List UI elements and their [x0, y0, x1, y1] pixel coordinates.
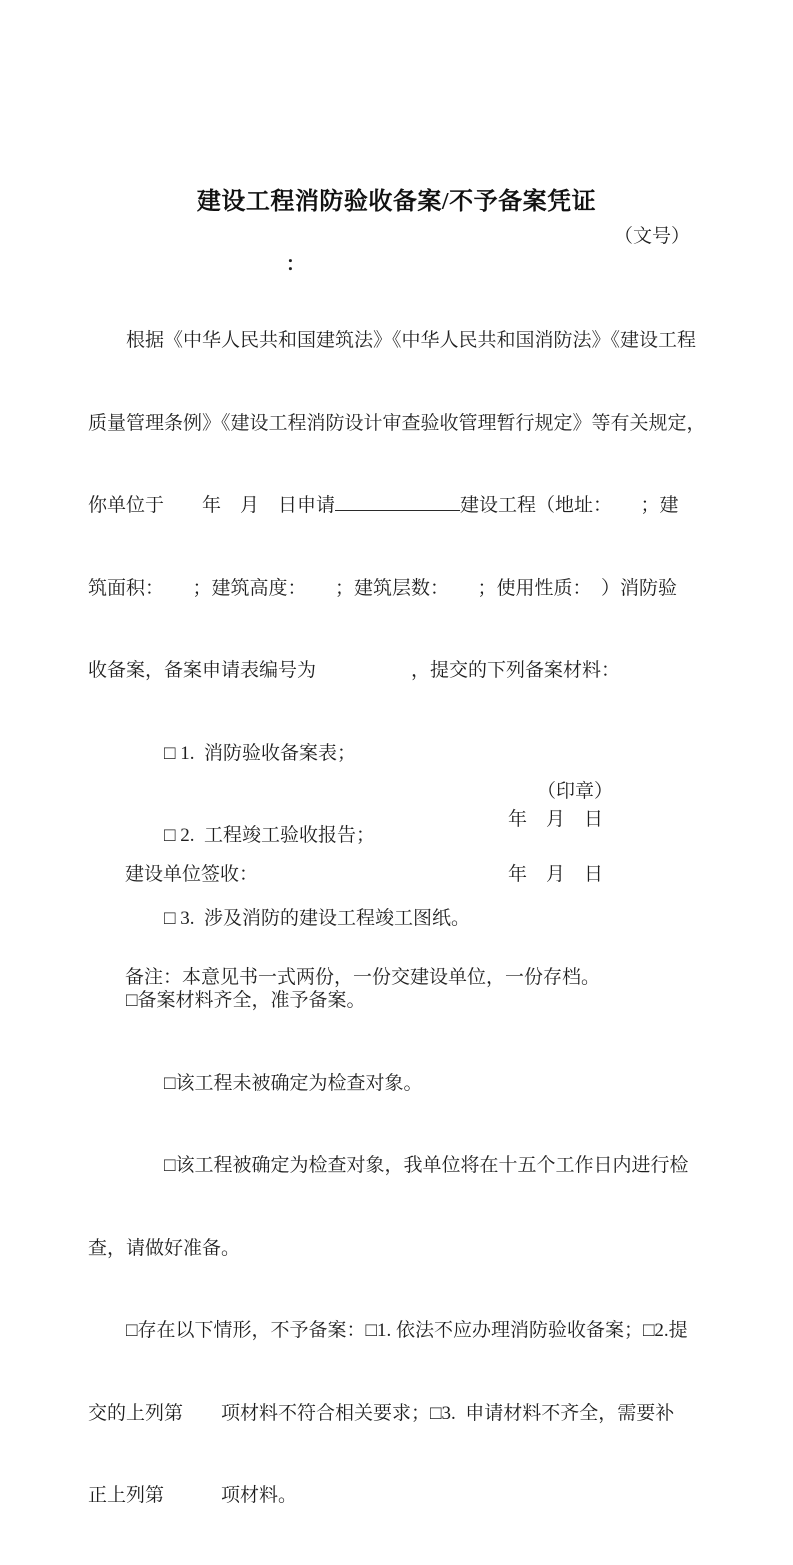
document-title: 建设工程消防验收备案/不予备案凭证 [196, 189, 597, 215]
body-line-3 [88, 492, 728, 520]
body-line-9-checkbox-approved: □备案材料齐全，准予备案。 [88, 990, 366, 1011]
body-line-6-checkbox-item-1: □ 1. 消防验收备案表； [88, 742, 356, 764]
body-line-13-checkbox-rejected: □存在以下情形，不予备案：□1. 依法不应办理消防验收备案；□2.提 [88, 1320, 688, 1341]
body-line-14: 交的上列第 项材料不符合相关要求；□3. 申请材料不齐全，需要补 [88, 1402, 675, 1424]
body-line-8-checkbox-item-3: □ 3. 涉及消防的建设工程竣工图纸。 [88, 907, 470, 929]
body-line-4: 筑面积： ；建筑高度： ；建筑层数： ；使用性质： ）消防验 [88, 577, 678, 599]
apply-line-after: 建设工程（地址： ；建 [460, 495, 679, 516]
body-line-2: 质量管理条例》《建设工程消防设计审查验收管理暂行规定》等有关规定， [88, 412, 706, 434]
body-line-12: 查，请做好准备。 [88, 1237, 241, 1259]
footer-note: 备注：本意见书一式两份，一份交建设单位，一份存档。 [125, 967, 601, 988]
body-line-5: 收备案，备案申请表编号为 ，提交的下列备案材料： [88, 660, 621, 681]
document-body [88, 272, 728, 1565]
body-line-7-checkbox-item-2: □ 2. 工程竣工验收报告； [88, 825, 375, 846]
body-line-10-checkbox-not-selected: □该工程未被确定为检查对象。 [88, 1072, 423, 1094]
stamp-placeholder-label: （印章） [536, 781, 613, 802]
body-line-1: 根据《中华人民共和国建筑法》《中华人民共和国消防法》《建设工程 [88, 330, 697, 351]
body-line-15: 正上列第 项材料。 [88, 1485, 298, 1506]
addressee-colon: ： [286, 254, 306, 275]
project-name-blank-underline [335, 495, 460, 511]
body-line-11-checkbox-selected: □该工程被确定为检查对象，我单位将在十五个工作日内进行检 [88, 1155, 689, 1176]
construction-unit-sign-label: 建设单位签收： [125, 864, 259, 885]
document-number-label: （文号） [613, 226, 690, 247]
stamp-date-line: 年 月 日 [507, 809, 603, 830]
apply-line-before: 你单位于 年 月 日申请 [88, 495, 336, 516]
sign-date-line: 年 月 日 [507, 864, 603, 885]
